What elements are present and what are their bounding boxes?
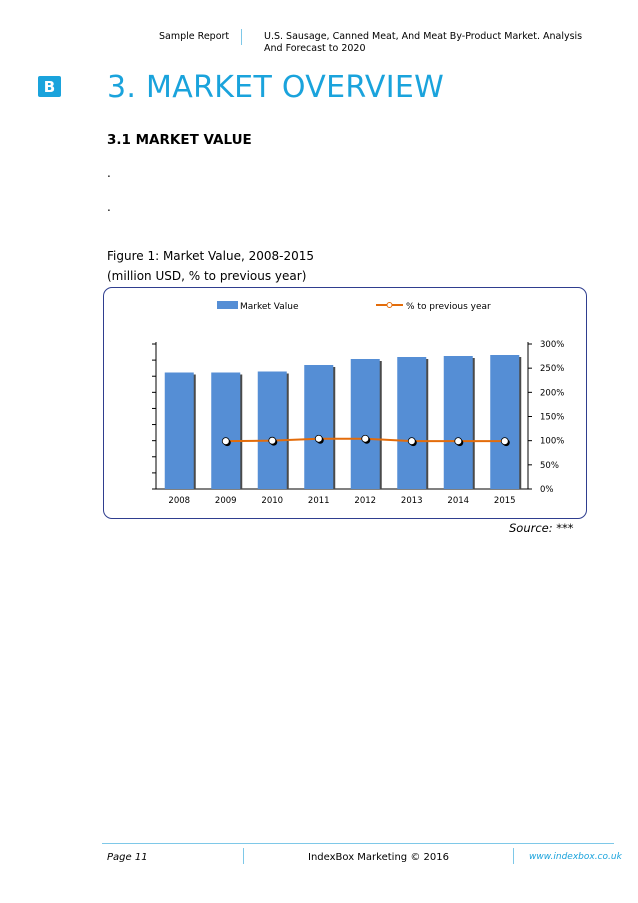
footer-divider — [243, 848, 244, 864]
placeholder-text-1: . — [107, 166, 111, 180]
line-point — [408, 438, 415, 445]
line-point — [501, 438, 508, 445]
footer-page-number: Page 11 — [107, 852, 148, 863]
line-point — [222, 438, 229, 445]
x-axis-tick-label: 2010 — [261, 496, 284, 506]
right-axis-tick-label: 250% — [540, 364, 565, 375]
line-point — [455, 438, 462, 445]
bar-market-value — [444, 356, 473, 489]
x-axis-tick-label: 2014 — [447, 496, 470, 506]
x-axis-tick-label: 2015 — [493, 496, 516, 506]
placeholder-text-2: . — [107, 200, 111, 214]
line-point — [269, 437, 276, 444]
right-axis-tick-label: 100% — [540, 436, 565, 447]
line-point — [362, 435, 369, 442]
bar-market-value — [351, 359, 380, 489]
x-axis-tick-label: 2013 — [400, 496, 423, 506]
bar-market-value — [258, 372, 287, 490]
bar-market-value — [490, 355, 519, 489]
right-axis-tick-label: 200% — [540, 388, 565, 399]
chart-frame — [103, 287, 587, 519]
figure-caption: Figure 1: Market Value, 2008-2015 — [107, 249, 314, 263]
legend-label: % to previous year — [406, 302, 491, 312]
footer-website-link[interactable]: www.indexbox.co.uk — [529, 852, 622, 862]
header-report-label: Sample Report — [159, 31, 230, 42]
right-axis-tick-label: 0% — [540, 485, 554, 495]
line-point — [315, 435, 322, 442]
right-axis-tick-label: 50% — [540, 460, 559, 471]
header-report-title: U.S. Sausage, Canned Meat, And Meat By-Product Market. Analysis And Forecast to 2020 — [264, 31, 583, 54]
x-axis-tick-label: 2008 — [168, 496, 191, 506]
market-value-chart — [104, 288, 586, 518]
right-axis-tick-label: 150% — [540, 412, 565, 423]
figure-subcaption: (million USD, % to previous year) — [107, 269, 307, 283]
footer-divider — [513, 848, 514, 864]
right-axis-tick-label: 300% — [540, 340, 565, 350]
bar-market-value — [165, 373, 194, 490]
header-divider — [241, 29, 242, 45]
bar-market-value — [211, 373, 240, 490]
subsection-title: 3.1 MARKET VALUE — [107, 132, 252, 148]
x-axis-tick-label: 2009 — [214, 496, 237, 506]
legend-swatch-market-value — [217, 301, 238, 309]
figure-source: Source: *** — [509, 521, 574, 535]
bar-market-value — [304, 365, 333, 489]
section-badge: B — [38, 76, 61, 97]
footer-rule — [102, 843, 614, 844]
legend-label: Market Value — [240, 302, 299, 312]
footer-copyright: IndexBox Marketing © 2016 — [308, 852, 449, 863]
section-title: 3. MARKET OVERVIEW — [107, 70, 445, 105]
x-axis-tick-label: 2012 — [354, 496, 377, 506]
x-axis-tick-label: 2011 — [307, 496, 330, 506]
bar-market-value — [397, 357, 426, 489]
legend-marker — [387, 303, 392, 308]
